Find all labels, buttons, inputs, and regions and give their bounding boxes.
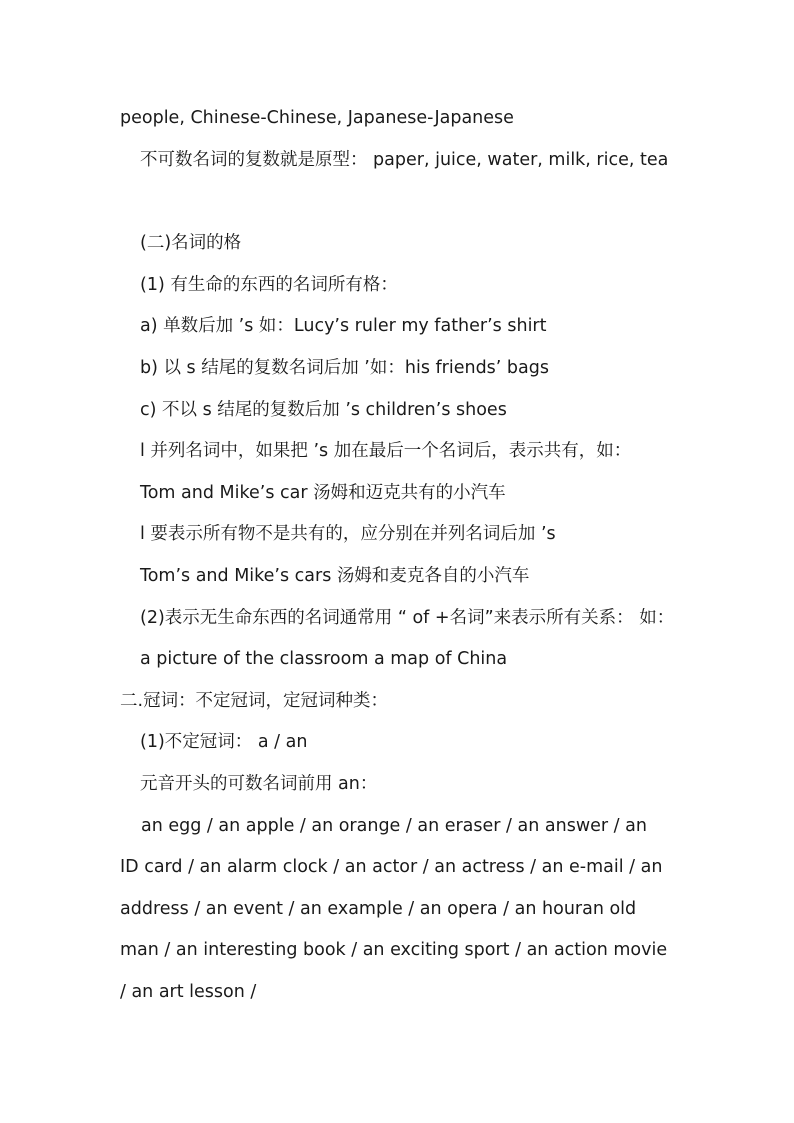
- text-line-18: ID card / an alarm clock / an actor / an actress / an e-mail / an: [120, 857, 663, 877]
- section-heading-noun-case: (二)名词的格: [140, 233, 242, 253]
- text-line-6: b) 以 s 结尾的复数名词后加 ’如：his friends’ bags: [140, 358, 549, 378]
- text-line-11: Tom’s and Mike’s cars 汤姆和麦克各自的小汽车: [140, 566, 530, 586]
- text-line-9: Tom and Mike’s car 汤姆和迈克共有的小汽车: [140, 483, 506, 503]
- section-heading-articles: 二.冠词：不定冠词，定冠词种类：: [120, 691, 389, 711]
- text-line-8: l 并列名词中，如果把 ’s 加在最后一个名词后，表示共有，如：: [140, 441, 632, 461]
- text-line-4: (1) 有生命的东西的名词所有格：: [140, 275, 398, 295]
- text-line-21: / an art lesson /: [120, 982, 257, 1002]
- text-line-20: man / an interesting book / an exciting sport / an action movie: [120, 940, 668, 960]
- text-line-12: (2)表示无生命东西的名词通常用 “ of +名词”来表示所有关系： 如：: [140, 608, 675, 628]
- text-line-2: 不可数名词的复数就是原型： paper, juice, water, milk, rice, tea: [140, 150, 669, 170]
- text-line-5: a) 单数后加 ’s 如：Lucy’s ruler my father’s shirt: [140, 316, 547, 336]
- text-line-1: people, Chinese-Chinese, Japanese-Japanese: [120, 108, 514, 128]
- text-line-19: address / an event / an example / an opera / an houran old: [120, 899, 637, 919]
- text-line-17: an egg / an apple / an orange / an eraser / an answer / an: [141, 816, 647, 836]
- text-line-16: 元音开头的可数名词前用 an：: [140, 774, 378, 794]
- text-line-7: c) 不以 s 结尾的复数后加 ’s children’s shoes: [140, 400, 507, 420]
- text-line-10: l 要表示所有物不是共有的，应分别在并列名词后加 ’s: [140, 524, 556, 544]
- text-line-15: (1)不定冠词： a / an: [140, 732, 308, 752]
- text-line-13: a picture of the classroom a map of China: [140, 649, 508, 669]
